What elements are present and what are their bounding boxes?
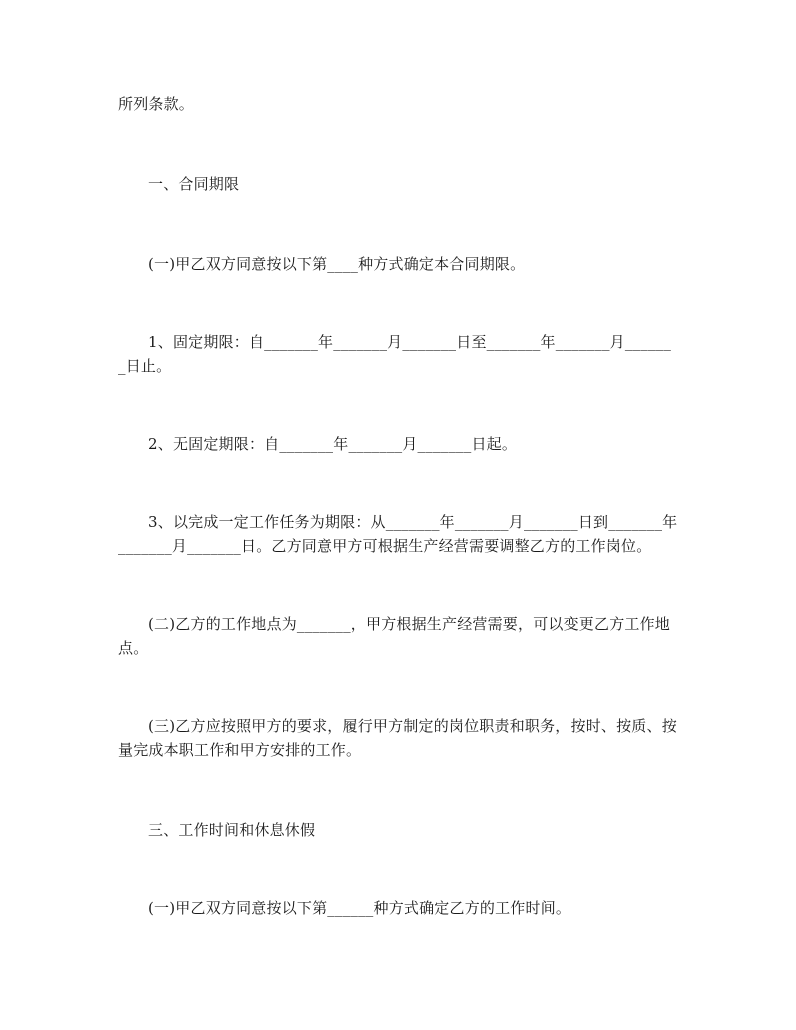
heading-work-hours: 三、工作时间和休息休假: [148, 821, 316, 839]
paragraph-work-hours-method: (一)甲乙双方同意按以下第______种方式确定乙方的工作时间。: [148, 899, 572, 917]
heading-contract-term: 一、合同期限: [148, 175, 240, 193]
paragraph-task-term: 3、以完成一定工作任务为期限：从_______年_______月_______日到_______年_______月_______日。乙方同意甲方可根据生产经营需要调整乙方的工作岗位。: [118, 513, 678, 555]
paragraph-open-term: 2、无固定期限：自_______年_______月_______日起。: [148, 435, 518, 453]
paragraph-terms-end: 所列条款。: [118, 95, 195, 113]
paragraph-fixed-term: 1、固定期限：自_______年_______月_______日至_______年_______月_______日止。: [118, 333, 672, 375]
paragraph-term-method: (一)甲乙双方同意按以下第____种方式确定本合同期限。: [148, 255, 526, 273]
paragraph-work-location: (二)乙方的工作地点为_______，甲方根据生产经营需要，可以变更乙方工作地点。: [118, 615, 671, 657]
paragraph-duties: (三)乙方应按照甲方的要求，履行甲方制定的岗位职责和职务，按时、按质、按量完成本职工作和甲方安排的工作。: [118, 717, 677, 759]
